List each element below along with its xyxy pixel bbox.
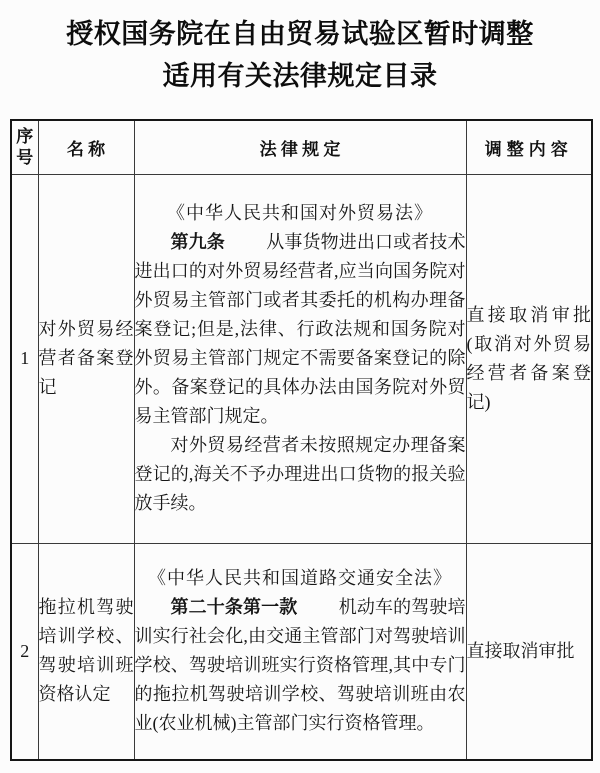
document-page xyxy=(0,13,600,773)
row-adjustment-text: 直接取消审批(取消对外贸易经营者备案登记) xyxy=(466,304,591,412)
row-name-cell xyxy=(38,174,134,543)
law-paragraph: 对外贸易经营者未按照规定办理备案登记的,海关不予办理进出口货物的报关验放手续。 xyxy=(134,435,466,513)
law-article-term: 第二十条第一款 xyxy=(170,597,298,618)
page-title-line-2: 适用有关法律规定目录 xyxy=(162,61,438,91)
row-serial-cell xyxy=(11,174,38,543)
page-title-line-1: 授权国务院在自由贸易试验区暂时调整 xyxy=(66,19,534,49)
row-item-name: 对外贸易经营者备案登记 xyxy=(38,319,134,397)
row-adjustment-cell xyxy=(466,543,592,760)
header-adjustment-content: 调整内容 xyxy=(466,120,592,174)
table-row xyxy=(11,174,592,543)
law-article-term: 第九条 xyxy=(170,232,225,252)
row-serial-number: 2 xyxy=(20,640,30,661)
row-adjustment-cell xyxy=(466,174,592,543)
row-adjustment-text: 直接取消审批 xyxy=(466,640,575,661)
row-law-cell xyxy=(134,174,466,543)
header-legal-provision: 法 律 规 定 xyxy=(134,120,466,174)
page-title xyxy=(0,13,600,97)
law-paragraph: 第二十条第一款 机动车的驾驶培训实行社会化,由交通主管部门对驾驶培训学校、驾驶培训班实行资格管理,其中专门的拖拉机驾驶培训学校、驾驶培训班由农业(农业机械)主管部门实行资格管理。 xyxy=(134,597,466,734)
law-title: 《中华人民共和国道路交通安全法》 xyxy=(148,568,452,589)
table-row xyxy=(11,543,592,760)
table-header-row xyxy=(11,120,592,174)
header-serial-number: 序号 xyxy=(11,120,38,174)
header-name: 名 称 xyxy=(38,120,134,174)
row-serial-cell xyxy=(11,543,38,760)
law-paragraph: 第九条 从事货物进出口或者技术进出口的对外贸易经营者,应当向国务院对外贸易主管部门或者其委托的机构办理备案登记;但是,法律、行政法规和国务院对外贸易主管部门规定不需要备案登记的除外。备案登记的具体办法由国务院对外贸易主管部门规定。 xyxy=(134,232,466,426)
row-serial-number: 1 xyxy=(20,348,30,368)
law-title: 《中华人民共和国对外贸易法》 xyxy=(167,203,433,223)
table-body xyxy=(11,174,592,760)
row-name-cell xyxy=(38,543,134,760)
law-catalog-table xyxy=(10,119,593,761)
row-law-cell xyxy=(134,543,466,760)
row-item-name: 拖拉机驾驶培训学校、驾驶培训班资格认定 xyxy=(38,597,134,705)
